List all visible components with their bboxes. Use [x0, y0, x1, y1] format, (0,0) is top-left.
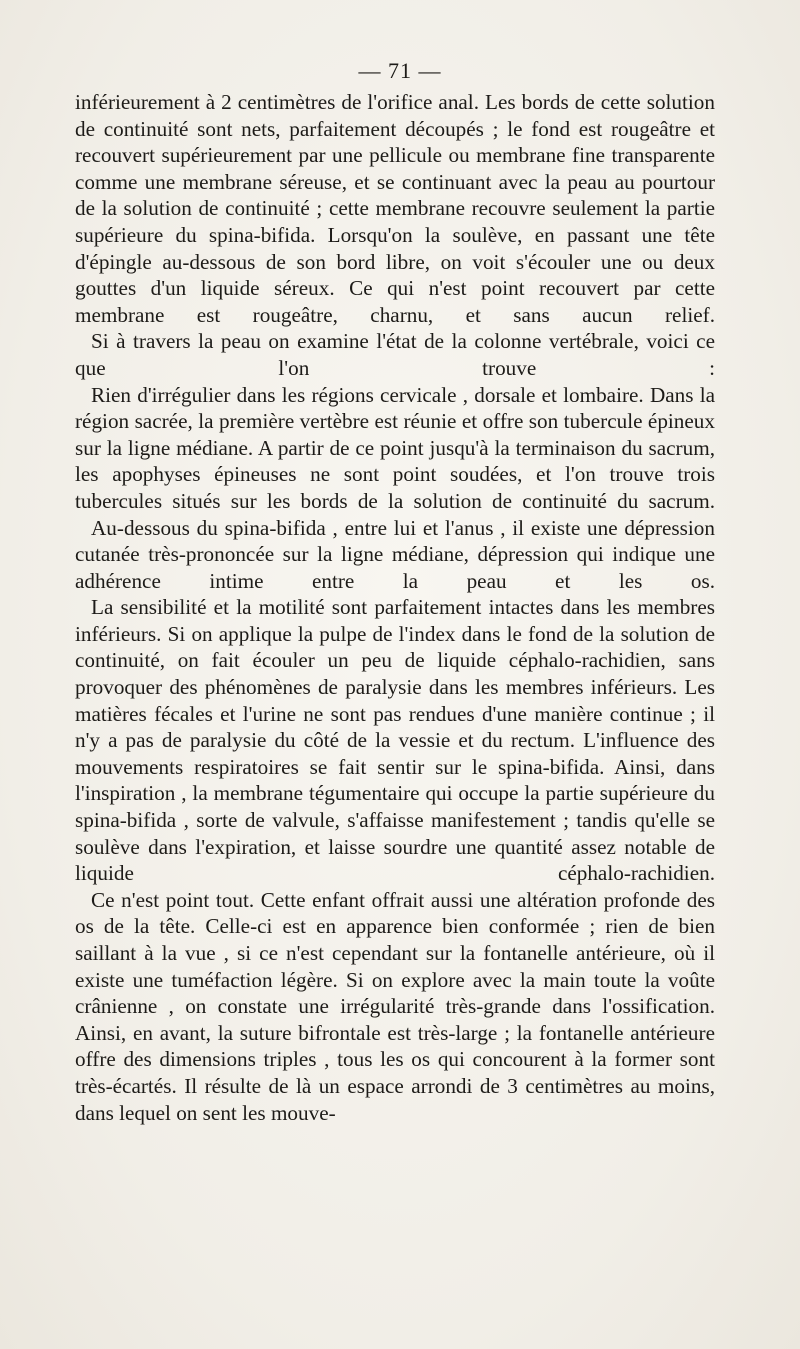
page-number: — 71 — [358, 58, 442, 83]
paragraph-sensibility-motility: La sensibilité et la motilité sont parfaitement intactes dans les membres inférieurs. Si on applique la pulpe de l'index dans le fond de la solution de continuité, on fait écouler un peu de liquide céphalo-rachidien, sans provoquer des phénomènes de paralysie dans les membres inférieurs. Les matières fécales et l'urine ne sont pas rendues d'une manière continue ; il n'y a pas de paralysie du côté de la vessie et du rectum. L'influence des mouvements respiratoires se fait sentir sur le spina-bifida. Ainsi, dans l'inspiration , la membrane tégumentaire qui occupe la partie supérieure du spina-bifida , sorte de valvule, s'affaisse manifestement ; tandis qu'elle se soulève dans l'expiration, et laisse sourdre une quantité assez notable de liquide céphalo-rachidien. [75, 595, 715, 886]
paragraph-skull-alteration: Ce n'est point tout. Cette enfant offrait aussi une altération profonde des os de la tête. Celle-ci est en apparence bien conformée ; rien de bien saillant à la vue , si ce n'est cependant sur la fontanelle antérieure, où il existe une tuméfaction légère. Si on explore avec la main toute la voûte crânienne , on constate une irrégularité très-grande dans l'ossification. Ainsi, en avant, la suture bifrontale est très-large ; la fontanelle antérieure offre des dimensions triples , tous les os qui concourent à la former sont très-écartés. Il résulte de là un espace arrondi de 3 centimètres au moins, dans lequel on sent les mouve- [75, 887, 715, 1125]
paragraph-spina-bifida-description: inférieurement à 2 centimètres de l'orifice anal. Les bords de cette solution de continuité sont nets, parfaitement découpés ; le fond est rougeâtre et recouvert supérieurement par une pellicule ou membrane fine transparente comme une membrane séreuse, et se continuant avec la peau au pourtour de la solution de continuité ; cette membrane recouvre seulement la partie supérieure du spina-bifida. Lorsqu'on la soulève, en passant une tête d'épingle au-dessous de son bord libre, on voit s'écouler une ou deux gouttes d'un liquide séreux. Ce qui n'est point recouvert par cette membrane est rougeâtre, charnu, et sans aucun relief. [75, 90, 715, 327]
paragraph-cutaneous-depression: Au-dessous du spina-bifida , entre lui et l'anus , il existe une dépression cutanée très-prononcée sur la ligne médiane, dépression qui indique une adhérence intime entre la peau et les os. [75, 515, 715, 593]
paragraph-spine-examination: Si à travers la peau on examine l'état de la colonne vertébrale, voici ce que l'on trouve : [75, 329, 715, 380]
paragraph-vertebral-findings: Rien d'irrégulier dans les régions cervicale , dorsale et lombaire. Dans la région sacrée, la première vertèbre est réunie et offre son tubercule épineux sur la ligne médiane. A partir de ce point jusqu'à la terminaison du sacrum, les apophyses épineuses ne sont point soudées, et l'on trouve trois tubercules situés sur les bords de la solution de continuité du sacrum. [75, 382, 715, 513]
body-text [75, 89, 715, 1126]
